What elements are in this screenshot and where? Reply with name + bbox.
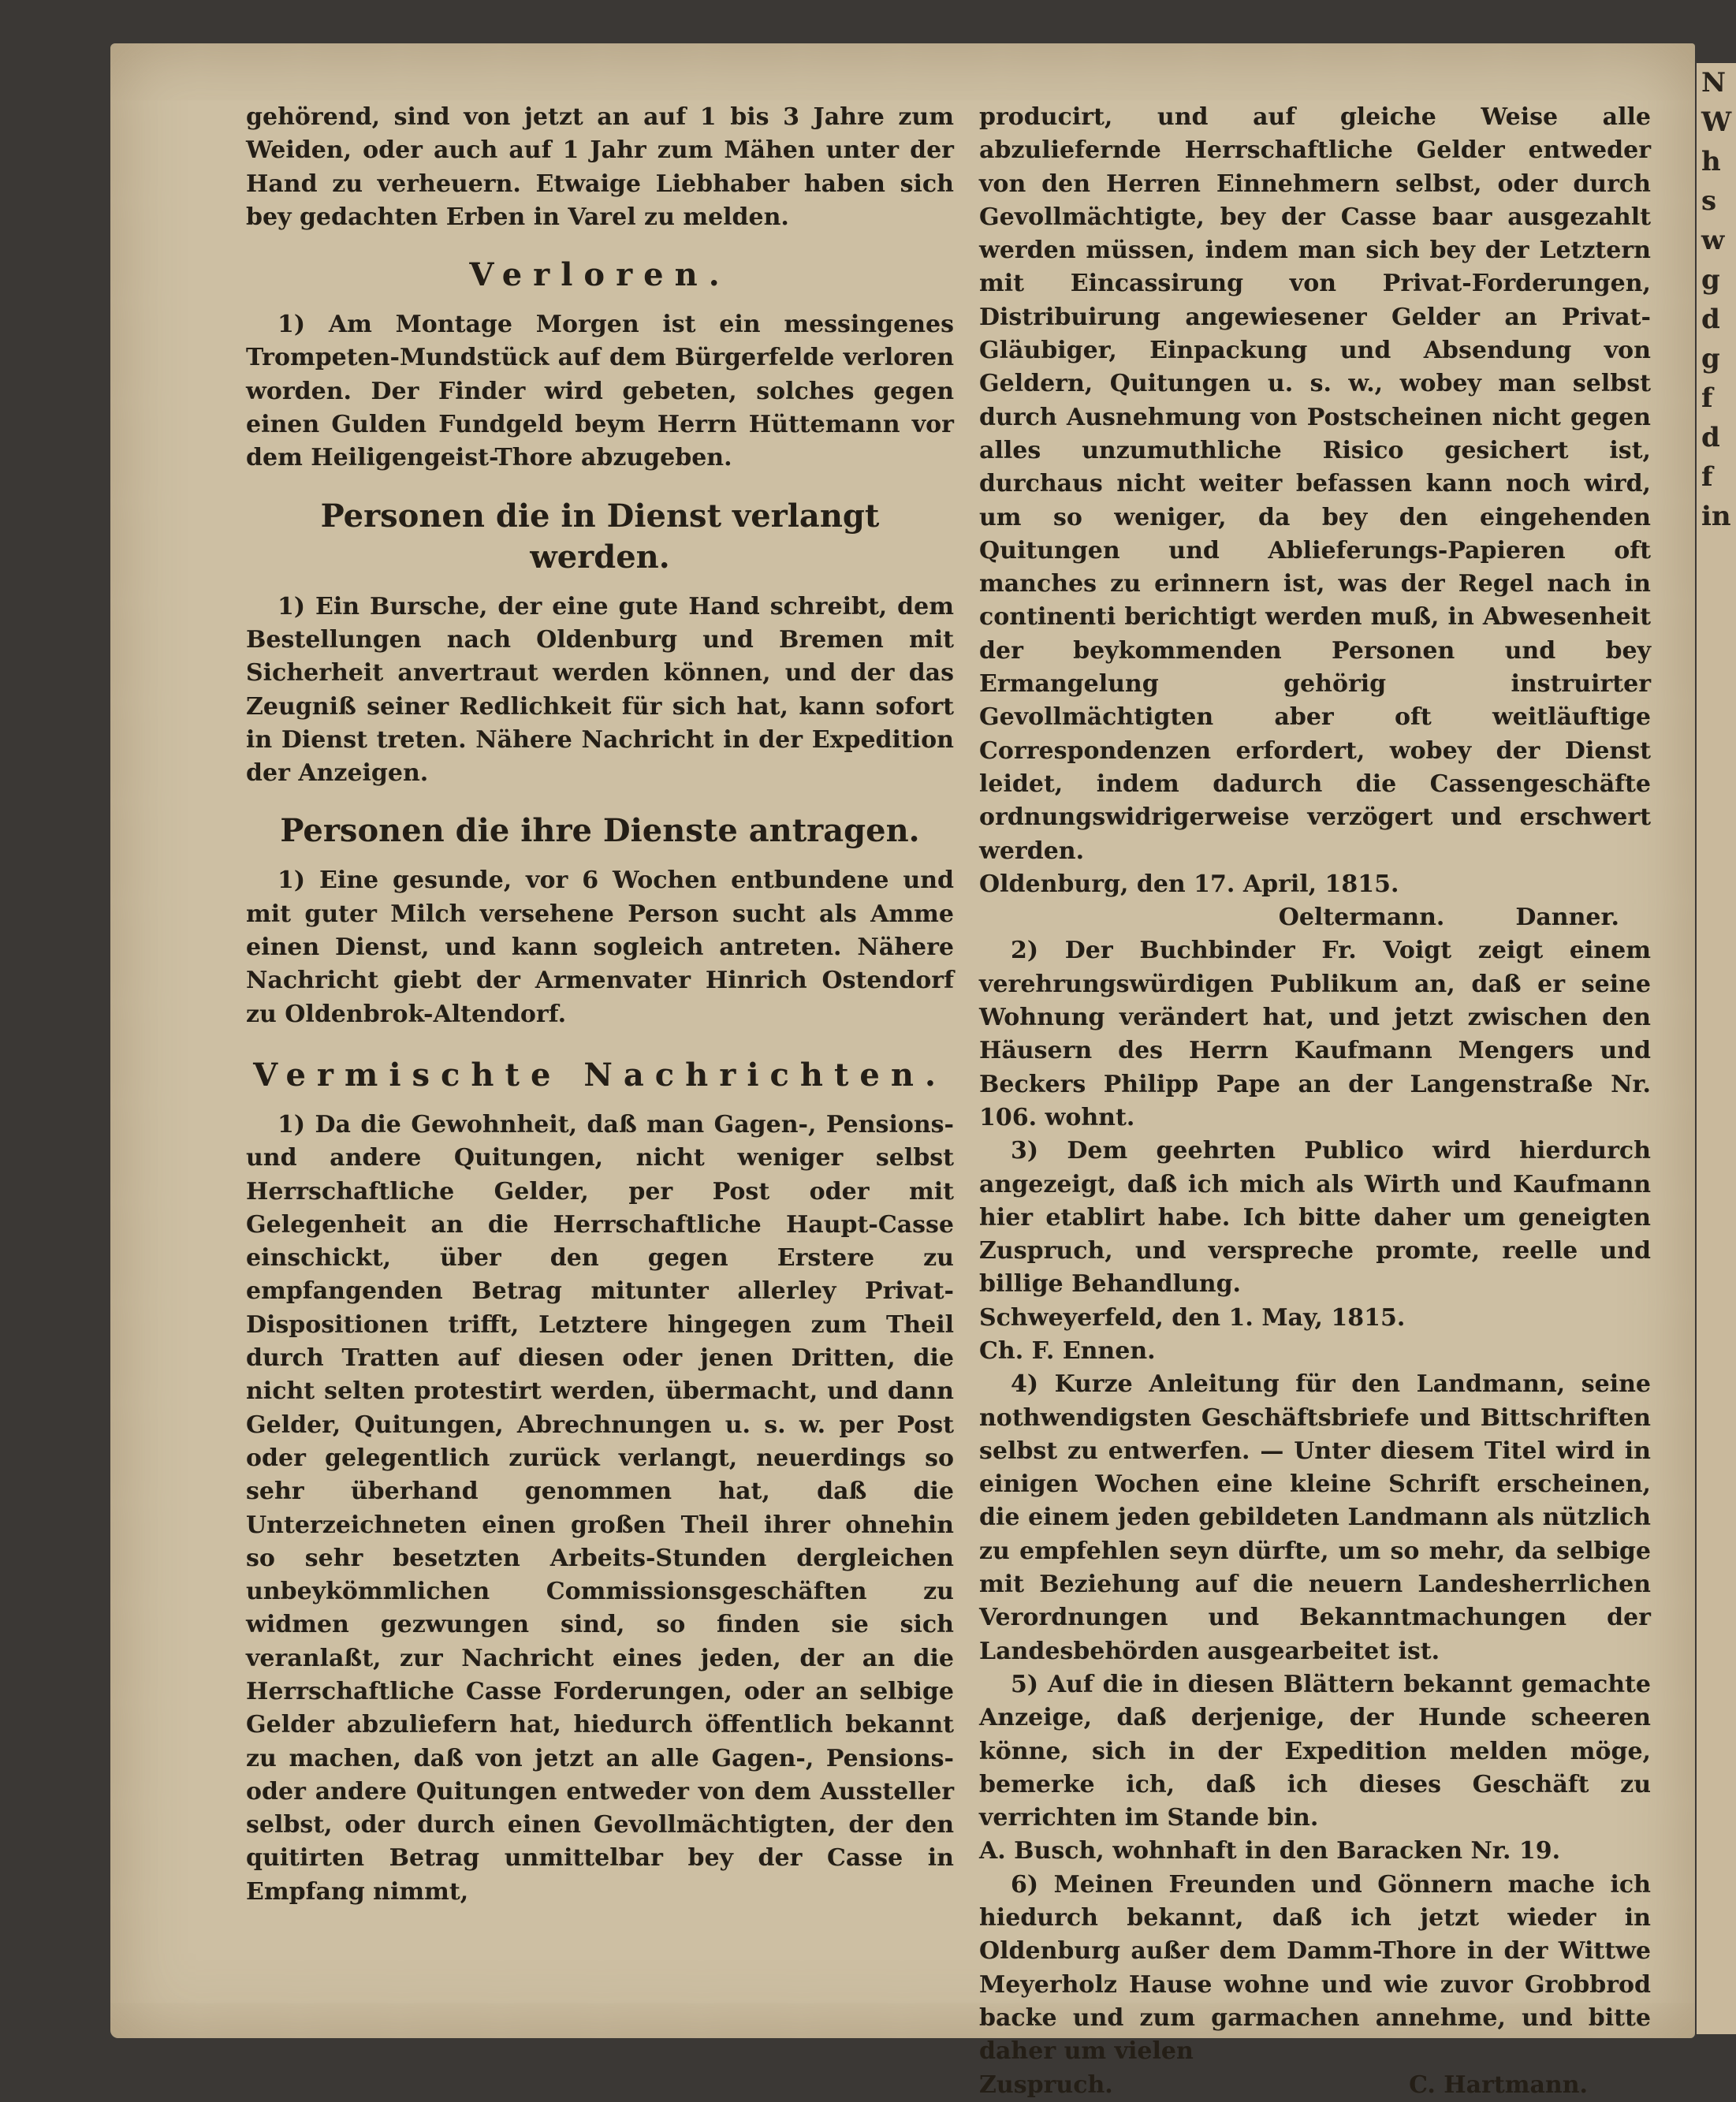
adjacent-fragment: d xyxy=(1701,422,1720,453)
item1-signatures xyxy=(979,901,1651,934)
item6-closing xyxy=(979,2069,1651,2102)
section-heading-dienste-antragen: Personen die ihre Dienste antragen. xyxy=(280,812,920,850)
adjacent-fragment: w xyxy=(1701,225,1725,256)
adjacent-fragment: g xyxy=(1701,343,1720,375)
vermischte-item-3: 3) Dem geehrten Publico wird hierdurch angezeigt, daß ich mich als Wirth und Kaufmann hier etablirt habe. Ich bitte daher um geneigten Zuspruch, und verspreche promte, reelle und billige Behandlung. xyxy=(979,1137,1651,1299)
signer-oeltermann: Oeltermann. xyxy=(1278,904,1445,932)
right-column xyxy=(979,101,1651,2102)
section-heading-verloren: Verloren. xyxy=(469,256,731,294)
vermischte-item-6: 6) Meinen Freunden und Gönnern mache ich hiedurch bekannt, daß ich jetzt wieder in Oldenburg außer dem Damm-Thore in der Wittwe Meyerholz Hause wohne und wie zuvor Grobbrod backe und zum garmachen annehme, und bitte daher um vielen xyxy=(979,1870,1651,2066)
adjacent-fragment: s xyxy=(1701,185,1717,217)
item6-signer: C. Hartmann. xyxy=(1409,2070,1588,2099)
item6-last-word: Zuspruch. xyxy=(979,2070,1113,2099)
dienste-antragen-item: 1) Eine gesunde, vor 6 Wochen entbundene und mit guter Milch versehene Person sucht als Amme einen Dienst, und kann sogleich antreten. Nähere Nachricht giebt der Armenvater Hinrich Ostendorf zu Oldenbrok-Altendorf. xyxy=(246,867,954,1028)
adjacent-fragment: W xyxy=(1701,106,1732,138)
adjacent-fragment: d xyxy=(1701,304,1720,335)
vermischte-item-1: 1) Da die Gewohnheit, daß man Gagen-, Pensions- und andere Quitungen, nicht weniger selbst Herrschaftliche Gelder, per Post oder mit Gelegenheit an die Herrschaftliche Haupt-Casse einschickt, über den gegen Erstere zu empfangenden Betrag mitunter allerley Privat-Dispositionen trifft, Letztere hingegen zum Theil durch Tratten auf diesen oder jenen Dritten, die nicht selten protestirt werden, übermacht, und dann Gelder, Quitungen, Abrechnungen u. s. w. per Post oder gelegentlich zurück verlangt, neuerdings so sehr überhand genommen hat, daß die Unterzeichneten einen großen Theil ihrer ohnehin so sehr besetzten Arbeits-Stunden dergleichen unbeykömmlichen Commissionsgeschäften zu widmen gezwungen sind, so finden sie sich veranlaßt, zur Nachricht eines jeden, der an die Herrschaftliche Casse Forderungen, oder an selbige Gelder abzuliefern hat, hiedurch öffentlich bekannt zu machen, daß von jetzt an alle Gagen-, Pensions- oder andere Quitungen entweder von dem Aussteller selbst, oder durch einen Gevollmächtigten, der den quitirten Betrag unmittelbar bey der Casse in Empfang nimmt, xyxy=(246,1110,954,1906)
adjacent-fragment: h xyxy=(1701,146,1721,177)
section-heading-dienst-verlangt: Personen die in Dienst verlangt werden. xyxy=(320,497,880,576)
item5-signer: A. Busch, wohnhaft in den Baracken Nr. 19. xyxy=(979,1837,1561,1865)
intro-paragraph: gehörend, sind von jetzt an auf 1 bis 3 Jahre zum Weiden, oder auch auf 1 Jahr zum Mähen unter der Hand zu verheuern. Etwaige Liebhaber haben sich bey gedachten Erben in Varel zu melden. xyxy=(246,103,954,231)
adjacent-fragment: g xyxy=(1701,264,1720,296)
item3-signer: Ch. F. Ennen. xyxy=(979,1336,1156,1365)
adjacent-page-edge xyxy=(1697,63,1736,2034)
adjacent-fragment: f xyxy=(1701,382,1713,414)
dienst-verlangt-item: 1) Ein Bursche, der eine gute Hand schreibt, dem Bestellungen nach Oldenburg und Bremen mit Sicherheit anvertraut werden können, und der das Zeugniß seiner Redlichkeit für sich hat, kann sofort in Dienst treten. Nähere Nachricht in der Expedition der Anzeigen. xyxy=(246,592,954,788)
vermischte-item-5: 5) Auf die in diesen Blättern bekannt gemachte Anzeige, daß derjenige, der Hunde scheeren könne, sich in der Expedition melden möge, bemerke ich, daß ich dieses Geschäft zu verrichten im Stande bin. xyxy=(979,1670,1651,1832)
adjacent-fragment: f xyxy=(1701,461,1713,493)
item3-place-date: Schweyerfeld, den 1. May, 1815. xyxy=(979,1303,1406,1332)
item1-place-date: Oldenburg, den 17. April, 1815. xyxy=(979,870,1399,898)
vermischte-item-2: 2) Der Buchbinder Fr. Voigt zeigt einem verehrungswürdigen Publikum an, daß er seine Wohnung verändert hat, und jetzt zwischen den Häusern des Herrn Kaufmann Mengers und Beckers Philipp Pape an der Langenstraße Nr. 106. wohnt. xyxy=(979,937,1651,1131)
section-heading-vermischte: Vermischte Nachrichten. xyxy=(253,1056,947,1094)
vermischte-item-4: 4) Kurze Anleitung für den Landmann, seine nothwendigsten Geschäftsbriefe und Bittschriften selbst zu entwerfen. — Unter diesem Titel wird in einigen Wochen eine kleine Schrift erscheinen, die einem jeden gebildeten Landmann als nützlich zu empfehlen seyn dürfte, um so mehr, da selbige mit Beziehung auf die neuern Landesherrlichen Verordnungen und Bekanntmachungen der Landesbehörden ausgearbeitet ist. xyxy=(979,1370,1651,1665)
adjacent-fragment: N xyxy=(1701,67,1727,99)
signer-danner: Danner. xyxy=(1515,904,1619,932)
verloren-item: 1) Am Montage Morgen ist ein messingenes Trompeten-Mundstück auf dem Bürgerfelde verloren worden. Der Finder wird gebeten, solches gegen einen Gulden Fundgeld beym Herrn Hüttemann vor dem Heiligengeist-Thore abzugeben. xyxy=(246,311,954,472)
adjacent-fragment: in xyxy=(1701,501,1731,532)
vermischte-item-1-continued: producirt, und auf gleiche Weise alle abzuliefernde Herrschaftliche Gelder entweder von den Herren Einnehmern selbst, oder durch Gevollmächtigte, bey der Casse baar ausgezahlt werden müssen, indem man sich bey der Letztern mit Eincassirung von Privat-Forderungen, Distribuirung angewiesener Gelder an Privat-Gläubiger, Einpackung und Absendung von Geldern, Quitungen u. s. w., wobey man selbst durch Ausnehmung von Postscheinen nicht gegen alles unzumuthliche Risico gesichert ist, durchaus nicht weiter befassen kann noch wird, um so weniger, da bey den eingehenden Quitungen und Ablieferungs-Papieren oft manches zu erinnern ist, was der Regel nach in continenti berichtigt werden muß, in Abwesenheit der beykommenden Personen und bey Ermangelung gehörig instruirter Gevollmächtigten aber oft weitläuftige Correspondenzen erfordert, wobey der Dienst leidet, indem dadurch die Cassengeschäfte ordnungswidrigerweise verzögert und erschwert werden. xyxy=(979,103,1651,865)
left-column xyxy=(246,101,954,1909)
